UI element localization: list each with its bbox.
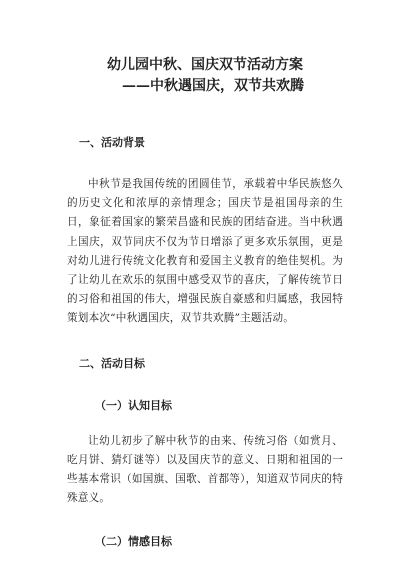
section-heading-goals: 二、活动目标 [79,356,145,370]
document-subtitle: ——中秋遇国庆，双节共欢腾 [122,78,304,94]
cognitive-paragraph: 让幼儿初步了解中秋节的由来、传统习俗（如赏月、吃月饼、猜灯谜等）以及国庆节的意义、日期和祖国的一些基本常识（如国旗、国歌、首都等），知道双节同庆的特殊意义。 [67,434,343,505]
document-title: 幼儿园中秋、国庆双节活动方案 [107,57,303,73]
subsection-heading-cognitive: （一）认知目标 [95,398,172,412]
subsection-heading-emotional: （二）情感目标 [95,535,172,549]
background-paragraph: 中秋节是我国传统的团圆佳节，承载着中华民族悠久的历史文化和浓厚的亲情理念；国庆节是祖国母亲的生日，象征着国家的繁荣昌盛和民族的团结奋进。当中秋遇上国庆，双节同庆不仅为节日增添了更多欢乐氛围，更是对幼儿进行传统文化教育和爱国主义教育的绝佳契机。为了让幼儿在欢乐的氛围中感受双节的喜庆，了解传统节日的习俗和祖国的伟大，增强民族自豪感和归属感，我园特策划本次“中秋遇国庆，双节共欢腾”主题活动。 [67,178,343,325]
section-heading-background: 一、活动背景 [79,136,145,149]
